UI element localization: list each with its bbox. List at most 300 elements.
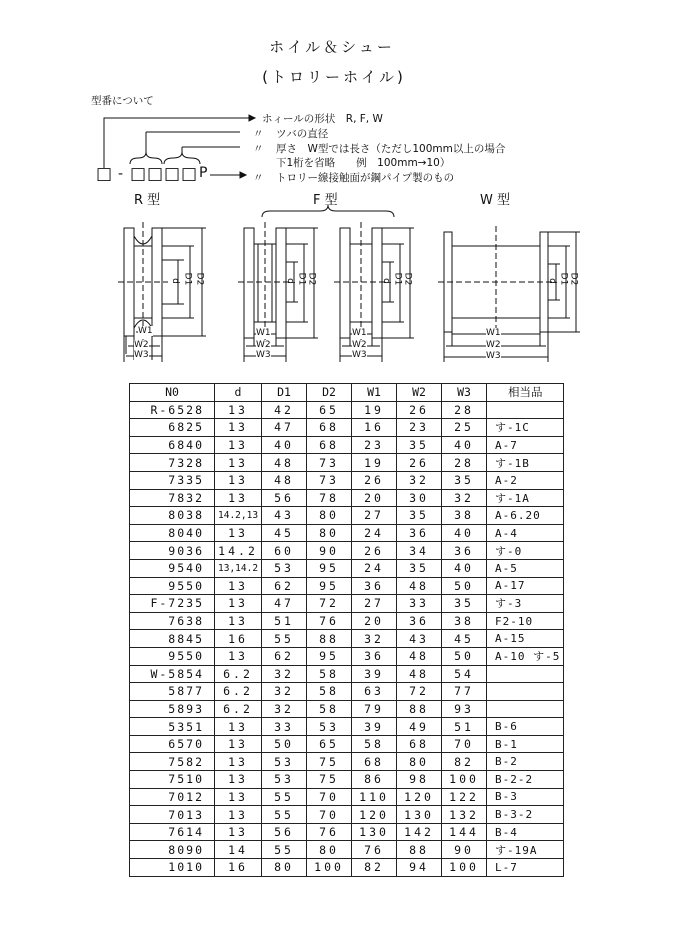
table-row bbox=[130, 647, 564, 665]
table-row bbox=[130, 436, 564, 454]
cell-d1: 32 bbox=[262, 665, 307, 683]
cell-d: 13 bbox=[215, 419, 262, 437]
cell-equivalent: A-2 bbox=[487, 471, 564, 489]
cell-w1: 86 bbox=[352, 771, 397, 789]
wheel-drawings bbox=[0, 0, 676, 380]
table-row bbox=[130, 630, 564, 648]
cell-equivalent: A-10 す-5 bbox=[487, 647, 564, 665]
cell-d: 6.2 bbox=[215, 683, 262, 701]
cell-no: R-6528 bbox=[130, 401, 215, 419]
cell-d: 13 bbox=[215, 718, 262, 736]
cell-no: 7012 bbox=[130, 788, 215, 806]
cell-w2: 142 bbox=[397, 823, 442, 841]
table-row bbox=[130, 771, 564, 789]
dim-label-d2: D2 bbox=[568, 272, 579, 286]
cell-equivalent: B-1 bbox=[487, 735, 564, 753]
cell-no: 1010 bbox=[130, 859, 215, 877]
cell-w3: 93 bbox=[442, 700, 487, 718]
cell-d1: 53 bbox=[262, 771, 307, 789]
cell-d: 6.2 bbox=[215, 700, 262, 718]
dim-label-d1: D1 bbox=[182, 272, 193, 286]
code-box: □ bbox=[164, 164, 181, 184]
cell-d2: 78 bbox=[307, 489, 352, 507]
cell-d: 13 bbox=[215, 577, 262, 595]
ditto-mark: 〃 bbox=[253, 172, 264, 184]
legend-line-thickness: 厚さ W型では長さ（ただし100mm以上の場合 bbox=[276, 143, 506, 155]
cell-equivalent: A-6.20 bbox=[487, 507, 564, 525]
cell-d: 14 bbox=[215, 841, 262, 859]
cell-w1: 16 bbox=[352, 419, 397, 437]
cell-d: 13 bbox=[215, 595, 262, 613]
cell-d1: 40 bbox=[262, 436, 307, 454]
table-row bbox=[130, 471, 564, 489]
code-dash: - bbox=[118, 166, 124, 182]
table-row bbox=[130, 683, 564, 701]
table-row bbox=[130, 542, 564, 560]
cell-d: 13 bbox=[215, 647, 262, 665]
cell-no: 9036 bbox=[130, 542, 215, 560]
cell-w3: 35 bbox=[442, 595, 487, 613]
cell-w2: 120 bbox=[397, 788, 442, 806]
cell-w3: 28 bbox=[442, 454, 487, 472]
cell-d2: 95 bbox=[307, 559, 352, 577]
cell-w3: 40 bbox=[442, 559, 487, 577]
cell-d2: 72 bbox=[307, 595, 352, 613]
cell-no: 6825 bbox=[130, 419, 215, 437]
cell-equivalent: B-6 bbox=[487, 718, 564, 736]
cell-equivalent: す-1B bbox=[487, 454, 564, 472]
cell-d1: 47 bbox=[262, 419, 307, 437]
dim-label-d: d bbox=[380, 278, 391, 284]
cell-d1: 62 bbox=[262, 577, 307, 595]
cell-w1: 24 bbox=[352, 559, 397, 577]
cell-w3: 90 bbox=[442, 841, 487, 859]
legend-heading: 型番について bbox=[91, 95, 154, 107]
cell-w3: 25 bbox=[442, 419, 487, 437]
cell-w1: 32 bbox=[352, 630, 397, 648]
cell-d: 14.2,13 bbox=[215, 507, 262, 525]
table-row bbox=[130, 700, 564, 718]
cell-no: 8040 bbox=[130, 524, 215, 542]
cell-d1: 56 bbox=[262, 489, 307, 507]
cell-no: F-7235 bbox=[130, 595, 215, 613]
cell-equivalent bbox=[487, 665, 564, 683]
cell-d2: 76 bbox=[307, 612, 352, 630]
cell-d1: 56 bbox=[262, 823, 307, 841]
cell-d: 13 bbox=[215, 788, 262, 806]
col-header-d2: D2 bbox=[307, 384, 352, 402]
dim-label-w3: W3 bbox=[134, 350, 149, 360]
col-header-w3: W3 bbox=[442, 384, 487, 402]
dim-label-d: d bbox=[169, 278, 180, 284]
legend-line-omit: 下1桁を省略 例 100mm→10） bbox=[276, 157, 451, 169]
cell-d1: 55 bbox=[262, 806, 307, 824]
table-row bbox=[130, 577, 564, 595]
dim-label-d2: D2 bbox=[194, 272, 205, 286]
cell-w1: 68 bbox=[352, 753, 397, 771]
cell-w1: 27 bbox=[352, 507, 397, 525]
cell-w1: 23 bbox=[352, 436, 397, 454]
col-header-no: N0 bbox=[130, 384, 215, 402]
cell-no: 7510 bbox=[130, 771, 215, 789]
cell-w3: 82 bbox=[442, 753, 487, 771]
dim-label-d1: D1 bbox=[296, 272, 307, 286]
cell-equivalent: す-19A bbox=[487, 841, 564, 859]
legend-line-shape: ホィールの形状 R, F, W bbox=[262, 113, 383, 125]
cell-d2: 100 bbox=[307, 859, 352, 877]
type-label-f: F 型 bbox=[313, 193, 338, 208]
r-wheel-drawing bbox=[118, 222, 206, 362]
dim-label-w1: W1 bbox=[256, 328, 271, 338]
cell-no: 5877 bbox=[130, 683, 215, 701]
cell-w2: 48 bbox=[397, 665, 442, 683]
cell-d2: 68 bbox=[307, 436, 352, 454]
table-row bbox=[130, 595, 564, 613]
table-row bbox=[130, 735, 564, 753]
cell-d: 16 bbox=[215, 859, 262, 877]
table-row bbox=[130, 524, 564, 542]
cell-d1: 55 bbox=[262, 841, 307, 859]
col-header-w1: W1 bbox=[352, 384, 397, 402]
dim-label-w3: W3 bbox=[486, 351, 501, 361]
dim-label-d: d bbox=[284, 278, 295, 284]
cell-no: 8845 bbox=[130, 630, 215, 648]
cell-w2: 35 bbox=[397, 559, 442, 577]
cell-w3: 144 bbox=[442, 823, 487, 841]
cell-w3: 38 bbox=[442, 612, 487, 630]
dim-label-w2: W2 bbox=[486, 340, 501, 350]
code-box: □ bbox=[181, 164, 198, 184]
cell-no: 6840 bbox=[130, 436, 215, 454]
cell-no: 8090 bbox=[130, 841, 215, 859]
cell-d1: 62 bbox=[262, 647, 307, 665]
dim-label-d1: D1 bbox=[558, 272, 569, 286]
cell-d2: 75 bbox=[307, 753, 352, 771]
table-row bbox=[130, 665, 564, 683]
cell-d: 13 bbox=[215, 489, 262, 507]
dim-label-d2: D2 bbox=[306, 272, 317, 286]
cell-w2: 94 bbox=[397, 859, 442, 877]
cell-no: 8038 bbox=[130, 507, 215, 525]
cell-w3: 132 bbox=[442, 806, 487, 824]
table-row bbox=[130, 612, 564, 630]
cell-equivalent: A-4 bbox=[487, 524, 564, 542]
dim-label-w1: W1 bbox=[138, 326, 153, 336]
cell-equivalent bbox=[487, 683, 564, 701]
cell-w3: 45 bbox=[442, 630, 487, 648]
cell-w1: 36 bbox=[352, 577, 397, 595]
cell-w1: 39 bbox=[352, 665, 397, 683]
cell-d1: 50 bbox=[262, 735, 307, 753]
table-row bbox=[130, 823, 564, 841]
cell-equivalent: A-15 bbox=[487, 630, 564, 648]
cell-no: 7328 bbox=[130, 454, 215, 472]
col-header-equivalent: 相当品 bbox=[487, 384, 564, 402]
cell-equivalent: A-17 bbox=[487, 577, 564, 595]
cell-no: 9540 bbox=[130, 559, 215, 577]
cell-equivalent: B-3-2 bbox=[487, 806, 564, 824]
cell-equivalent: L-7 bbox=[487, 859, 564, 877]
ditto-mark: 〃 bbox=[253, 143, 264, 155]
cell-equivalent: A-5 bbox=[487, 559, 564, 577]
cell-w2: 130 bbox=[397, 806, 442, 824]
legend-line-pipe: トロリー線接触面が鋼パイプ製のもの bbox=[276, 172, 455, 184]
cell-d: 13 bbox=[215, 436, 262, 454]
page-subtitle: (トロリーホイル) bbox=[262, 68, 406, 86]
cell-w2: 33 bbox=[397, 595, 442, 613]
cell-equivalent: す-0 bbox=[487, 542, 564, 560]
cell-d1: 32 bbox=[262, 700, 307, 718]
cell-d: 13 bbox=[215, 823, 262, 841]
table-row bbox=[130, 806, 564, 824]
cell-w3: 38 bbox=[442, 507, 487, 525]
cell-no: 7582 bbox=[130, 753, 215, 771]
cell-w2: 48 bbox=[397, 577, 442, 595]
code-box: □ bbox=[130, 164, 147, 184]
table-row bbox=[130, 507, 564, 525]
dim-label-w3: W3 bbox=[352, 350, 367, 360]
cell-no: 9550 bbox=[130, 647, 215, 665]
cell-d2: 58 bbox=[307, 700, 352, 718]
cell-w3: 36 bbox=[442, 542, 487, 560]
cell-d1: 48 bbox=[262, 471, 307, 489]
cell-equivalent bbox=[487, 700, 564, 718]
cell-w2: 34 bbox=[397, 542, 442, 560]
cell-no: 7832 bbox=[130, 489, 215, 507]
cell-w1: 120 bbox=[352, 806, 397, 824]
cell-w1: 130 bbox=[352, 823, 397, 841]
legend-line-flange: ツバの直径 bbox=[276, 128, 329, 140]
cell-w1: 20 bbox=[352, 489, 397, 507]
cell-w2: 26 bbox=[397, 454, 442, 472]
cell-equivalent: B-3 bbox=[487, 788, 564, 806]
cell-d: 13 bbox=[215, 735, 262, 753]
cell-equivalent: F2-10 bbox=[487, 612, 564, 630]
cell-equivalent: A-7 bbox=[487, 436, 564, 454]
cell-w3: 54 bbox=[442, 665, 487, 683]
cell-d1: 47 bbox=[262, 595, 307, 613]
table-row bbox=[130, 718, 564, 736]
cell-w2: 23 bbox=[397, 419, 442, 437]
cell-w3: 40 bbox=[442, 436, 487, 454]
cell-d1: 42 bbox=[262, 401, 307, 419]
cell-d: 13 bbox=[215, 471, 262, 489]
table-row bbox=[130, 753, 564, 771]
cell-w3: 50 bbox=[442, 577, 487, 595]
cell-w2: 35 bbox=[397, 507, 442, 525]
cell-w2: 30 bbox=[397, 489, 442, 507]
cell-d1: 55 bbox=[262, 630, 307, 648]
cell-d2: 68 bbox=[307, 419, 352, 437]
cell-d2: 90 bbox=[307, 542, 352, 560]
cell-w1: 19 bbox=[352, 401, 397, 419]
cell-d1: 53 bbox=[262, 753, 307, 771]
cell-d: 13 bbox=[215, 806, 262, 824]
cell-no: 7614 bbox=[130, 823, 215, 841]
table-row bbox=[130, 419, 564, 437]
cell-w3: 70 bbox=[442, 735, 487, 753]
cell-w1: 58 bbox=[352, 735, 397, 753]
cell-d2: 73 bbox=[307, 454, 352, 472]
cell-equivalent: B-2 bbox=[487, 753, 564, 771]
cell-equivalent: す-3 bbox=[487, 595, 564, 613]
cell-w2: 36 bbox=[397, 524, 442, 542]
dim-label-w1: W1 bbox=[486, 328, 501, 338]
cell-d2: 70 bbox=[307, 806, 352, 824]
cell-w1: 76 bbox=[352, 841, 397, 859]
cell-w2: 32 bbox=[397, 471, 442, 489]
cell-d1: 33 bbox=[262, 718, 307, 736]
cell-w2: 80 bbox=[397, 753, 442, 771]
cell-d2: 80 bbox=[307, 524, 352, 542]
cell-w1: 20 bbox=[352, 612, 397, 630]
cell-w3: 51 bbox=[442, 718, 487, 736]
cell-d1: 53 bbox=[262, 559, 307, 577]
cell-d: 13 bbox=[215, 454, 262, 472]
cell-w1: 19 bbox=[352, 454, 397, 472]
cell-w1: 27 bbox=[352, 595, 397, 613]
cell-d: 6.2 bbox=[215, 665, 262, 683]
cell-d1: 32 bbox=[262, 683, 307, 701]
cell-no: 6570 bbox=[130, 735, 215, 753]
table-header-row bbox=[130, 384, 564, 402]
cell-d2: 88 bbox=[307, 630, 352, 648]
cell-equivalent: B-2-2 bbox=[487, 771, 564, 789]
dim-label-d2: D2 bbox=[402, 272, 413, 286]
cell-w3: 35 bbox=[442, 471, 487, 489]
cell-w1: 79 bbox=[352, 700, 397, 718]
cell-w2: 36 bbox=[397, 612, 442, 630]
cell-w3: 50 bbox=[442, 647, 487, 665]
cell-no: 7335 bbox=[130, 471, 215, 489]
cell-d2: 76 bbox=[307, 823, 352, 841]
dim-label-w3: W3 bbox=[256, 350, 271, 360]
type-label-r: R 型 bbox=[134, 193, 161, 208]
f-type-brace bbox=[262, 205, 394, 217]
cell-w3: 100 bbox=[442, 859, 487, 877]
cell-d: 13 bbox=[215, 612, 262, 630]
dim-label-d1: D1 bbox=[392, 272, 403, 286]
cell-w2: 35 bbox=[397, 436, 442, 454]
code-box: □ bbox=[96, 164, 113, 184]
cell-d1: 48 bbox=[262, 454, 307, 472]
cell-d2: 73 bbox=[307, 471, 352, 489]
cell-d2: 65 bbox=[307, 401, 352, 419]
cell-w2: 68 bbox=[397, 735, 442, 753]
cell-w3: 28 bbox=[442, 401, 487, 419]
cell-d2: 53 bbox=[307, 718, 352, 736]
cell-w2: 26 bbox=[397, 401, 442, 419]
cell-d1: 55 bbox=[262, 788, 307, 806]
table-row bbox=[130, 559, 564, 577]
cell-d2: 75 bbox=[307, 771, 352, 789]
f-wheel-drawing-2 bbox=[334, 222, 414, 362]
table-row bbox=[130, 401, 564, 419]
cell-d1: 60 bbox=[262, 542, 307, 560]
cell-d: 13 bbox=[215, 753, 262, 771]
cell-w3: 100 bbox=[442, 771, 487, 789]
col-header-w2: W2 bbox=[397, 384, 442, 402]
cell-w3: 32 bbox=[442, 489, 487, 507]
cell-equivalent: B-4 bbox=[487, 823, 564, 841]
cell-no: 5893 bbox=[130, 700, 215, 718]
cell-d2: 95 bbox=[307, 647, 352, 665]
dim-label-w1: W1 bbox=[352, 328, 367, 338]
cell-w3: 122 bbox=[442, 788, 487, 806]
cell-w1: 26 bbox=[352, 471, 397, 489]
cell-w3: 40 bbox=[442, 524, 487, 542]
dim-label-w2: W2 bbox=[352, 340, 367, 350]
table-row bbox=[130, 859, 564, 877]
cell-equivalent: す-1A bbox=[487, 489, 564, 507]
cell-w2: 88 bbox=[397, 841, 442, 859]
cell-no: 9550 bbox=[130, 577, 215, 595]
cell-w2: 72 bbox=[397, 683, 442, 701]
cell-no: 7013 bbox=[130, 806, 215, 824]
cell-d2: 58 bbox=[307, 683, 352, 701]
cell-w1: 110 bbox=[352, 788, 397, 806]
cell-no: 7638 bbox=[130, 612, 215, 630]
table-row bbox=[130, 489, 564, 507]
table-row bbox=[130, 841, 564, 859]
cell-w2: 48 bbox=[397, 647, 442, 665]
col-header-d: d bbox=[215, 384, 262, 402]
cell-w2: 98 bbox=[397, 771, 442, 789]
cell-d2: 58 bbox=[307, 665, 352, 683]
cell-d1: 80 bbox=[262, 859, 307, 877]
cell-w1: 82 bbox=[352, 859, 397, 877]
cell-w1: 24 bbox=[352, 524, 397, 542]
cell-w2: 49 bbox=[397, 718, 442, 736]
cell-w1: 36 bbox=[352, 647, 397, 665]
cell-d1: 45 bbox=[262, 524, 307, 542]
cell-w1: 39 bbox=[352, 718, 397, 736]
dim-label-w2: W2 bbox=[256, 340, 271, 350]
cell-w1: 63 bbox=[352, 683, 397, 701]
cell-d2: 70 bbox=[307, 788, 352, 806]
table-row bbox=[130, 788, 564, 806]
cell-d2: 95 bbox=[307, 577, 352, 595]
dim-label-d: d bbox=[546, 278, 557, 284]
cell-d: 16 bbox=[215, 630, 262, 648]
cell-d2: 80 bbox=[307, 841, 352, 859]
cell-d: 13 bbox=[215, 524, 262, 542]
cell-w2: 43 bbox=[397, 630, 442, 648]
ditto-mark: 〃 bbox=[253, 128, 264, 140]
cell-d: 14.2 bbox=[215, 542, 262, 560]
cell-equivalent bbox=[487, 401, 564, 419]
cell-d: 13 bbox=[215, 401, 262, 419]
cell-d: 13 bbox=[215, 771, 262, 789]
table-row bbox=[130, 454, 564, 472]
w-wheel-drawing bbox=[438, 226, 580, 362]
cell-w2: 88 bbox=[397, 700, 442, 718]
cell-d2: 65 bbox=[307, 735, 352, 753]
type-label-w: W 型 bbox=[480, 193, 510, 208]
cell-d: 13,14.2 bbox=[215, 559, 262, 577]
code-suffix-p: P bbox=[199, 165, 208, 181]
cell-d1: 43 bbox=[262, 507, 307, 525]
cell-d1: 51 bbox=[262, 612, 307, 630]
cell-d2: 80 bbox=[307, 507, 352, 525]
cell-w3: 77 bbox=[442, 683, 487, 701]
cell-no: W-5854 bbox=[130, 665, 215, 683]
dim-label-w2: W2 bbox=[134, 340, 149, 350]
cell-w1: 26 bbox=[352, 542, 397, 560]
f-wheel-drawing-1 bbox=[238, 222, 318, 362]
page-title: ホイル＆シュー bbox=[269, 38, 395, 56]
code-box: □ bbox=[147, 164, 164, 184]
